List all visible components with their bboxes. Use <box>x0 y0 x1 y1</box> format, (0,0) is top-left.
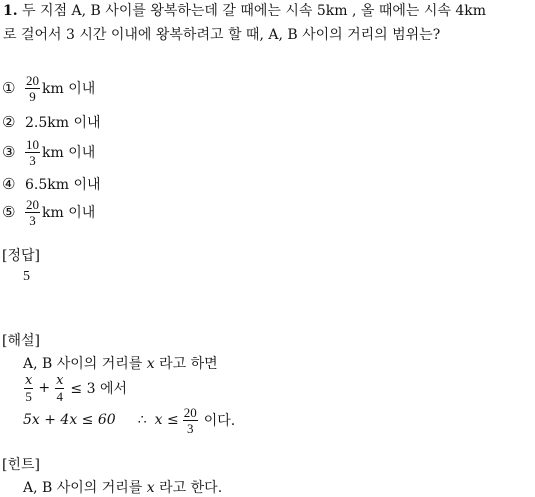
equation-mid: x ≤ <box>154 412 179 428</box>
question-line-1 <box>3 0 486 20</box>
option-5-denominator: 3 <box>29 212 36 228</box>
fraction-2-denominator: 4 <box>56 388 63 404</box>
option-3-mark: ③ <box>2 143 16 161</box>
answer-value: 5 <box>23 269 30 284</box>
option-2-text: 2.5km 이내 <box>25 115 101 131</box>
option-4[interactable] <box>2 174 101 194</box>
fraction-x-over-4 <box>55 374 64 403</box>
option-4-mark: ④ <box>2 175 16 193</box>
option-3-denominator: 3 <box>29 152 36 168</box>
question-number: 1. <box>3 3 18 19</box>
option-5-text: km 이내 <box>42 205 96 221</box>
fraction-3-denominator: 3 <box>186 420 194 436</box>
hint-variable: x <box>146 480 155 496</box>
option-5-mark: ⑤ <box>2 203 16 221</box>
option-3[interactable] <box>2 134 95 170</box>
explanation-result <box>23 402 235 438</box>
option-3-text: km 이내 <box>42 145 96 161</box>
explanation-label: [해설] <box>2 333 40 349</box>
option-1-fraction <box>25 74 40 103</box>
option-5-numerator: 20 <box>26 196 39 212</box>
equation-end: 이다. <box>203 413 236 429</box>
answer-label: [정답] <box>2 248 40 264</box>
option-3-fraction <box>25 138 40 167</box>
therefore-symbol: ∴ <box>137 412 147 428</box>
hint-line <box>23 477 222 497</box>
option-5-fraction <box>25 198 40 227</box>
plus-sign: + <box>38 380 51 396</box>
fraction-x-over-5 <box>24 374 33 403</box>
option-4-text: 6.5km 이내 <box>25 177 101 193</box>
hint-text-b: 라고 한다. <box>159 480 223 496</box>
explanation-inequality <box>22 370 127 406</box>
fraction-3-numerator: 20 <box>183 404 197 420</box>
option-5[interactable] <box>2 194 95 230</box>
inequality-right: ≤ 3 에서 <box>70 381 128 397</box>
question-text-1: 두 지점 A, B 사이를 왕복하는데 갈 때에는 시속 5km , 올 때에는 시속 4km <box>22 3 487 19</box>
option-3-numerator: 10 <box>26 136 39 152</box>
hint-text-a: A, B 사이의 거리를 <box>23 480 143 496</box>
option-1-numerator: 20 <box>26 72 39 88</box>
fraction-2-numerator: x <box>56 372 64 388</box>
option-1[interactable] <box>2 70 95 106</box>
fraction-20-over-3 <box>183 406 198 435</box>
explanation-text-b: 라고 하면 <box>159 356 218 372</box>
fraction-1-numerator: x <box>25 372 33 388</box>
option-1-denominator: 9 <box>29 88 36 104</box>
question-text-2: 로 걸어서 3 시간 이내에 왕복하려고 할 때, A, B 사이의 거리의 범위는? <box>3 27 441 43</box>
option-1-text: km 이내 <box>42 81 96 97</box>
question-line-2 <box>3 24 440 44</box>
fraction-1-denominator: 5 <box>25 388 32 404</box>
option-2-mark: ② <box>2 113 16 131</box>
explanation-variable: x <box>146 356 155 372</box>
option-1-mark: ① <box>2 79 16 97</box>
hint-label: [힌트] <box>2 457 40 473</box>
equation-left: 5x + 4x ≤ 60 <box>23 412 116 428</box>
option-2[interactable] <box>2 112 101 132</box>
explanation-text-a: A, B 사이의 거리를 <box>23 356 143 372</box>
